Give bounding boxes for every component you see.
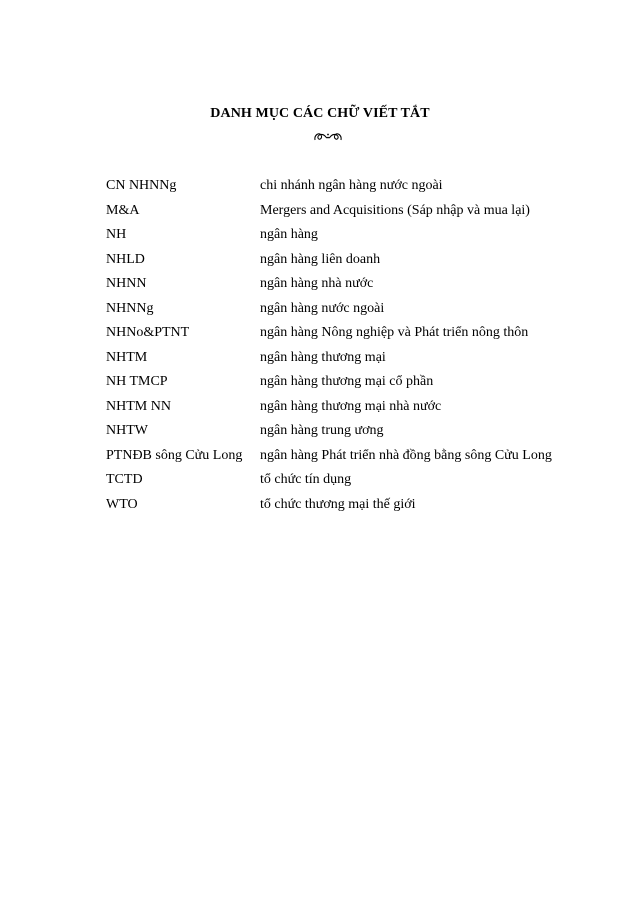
- abbreviation-definition: tổ chức thương mại thế giới: [260, 496, 416, 512]
- abbreviation-row: [106, 272, 606, 297]
- abbreviation-row: [106, 248, 606, 273]
- abbreviation-definition: ngân hàng nhà nước: [260, 276, 374, 291]
- abbreviation-definition: ngân hàng Nông nghiệp và Phát triển nông thôn: [260, 325, 529, 340]
- abbreviation-row: [106, 321, 606, 346]
- abbreviation-row: [106, 419, 606, 444]
- abbreviation-definition: tổ chức tín dụng: [260, 472, 352, 487]
- abbreviation-term: NHTW: [106, 423, 148, 438]
- abbreviation-row: [106, 493, 606, 518]
- abbreviation-definition: Mergers and Acquisitions (Sáp nhập và mua lại): [260, 202, 530, 218]
- abbreviation-row: [106, 199, 606, 224]
- page-title: DANH MỤC CÁC CHỮ VIẾT TẮT: [210, 106, 430, 121]
- abbreviation-definition: ngân hàng thương mại: [260, 349, 386, 365]
- abbreviation-definition: chi nhánh ngân hàng nước ngoài: [260, 178, 443, 193]
- ornament: [0, 129, 638, 145]
- abbreviation-row: [106, 223, 606, 248]
- abbreviation-term: CN NHNNg: [106, 178, 177, 193]
- abbreviation-definition: ngân hàng liên doanh: [260, 251, 381, 267]
- abbreviation-row: [106, 174, 606, 199]
- abbreviation-definition: ngân hàng thương mại cổ phần: [260, 374, 434, 389]
- abbreviation-term: NHNo&PTNT: [106, 325, 190, 340]
- abbreviation-list: [106, 174, 606, 517]
- abbreviation-term: NHNNg: [106, 300, 154, 316]
- abbreviation-term: TCTD: [106, 472, 143, 487]
- abbreviation-term: PTNĐB sông Cửu Long: [106, 447, 243, 463]
- abbreviation-row: [106, 370, 606, 395]
- abbreviation-term: NH: [106, 227, 127, 242]
- abbreviation-definition: ngân hàng Phát triển nhà đồng bằng sông Cửu Long: [260, 447, 552, 463]
- abbreviation-term: NHTM: [106, 349, 148, 365]
- abbreviation-definition: ngân hàng: [260, 227, 318, 242]
- abbreviation-row: [106, 297, 606, 322]
- abbreviation-row: [106, 444, 606, 469]
- abbreviation-definition: ngân hàng trung ương: [260, 423, 384, 438]
- abbreviation-row: [106, 468, 606, 493]
- abbreviation-row: [106, 346, 606, 371]
- abbreviation-term: M&A: [106, 202, 140, 218]
- abbreviation-term: NHNN: [106, 276, 147, 291]
- abbreviation-term: NHTM NN: [106, 398, 171, 414]
- abbreviation-term: NH TMCP: [106, 374, 168, 389]
- abbreviation-term: WTO: [106, 496, 138, 512]
- abbreviation-definition: ngân hàng nước ngoài: [260, 300, 385, 316]
- abbreviation-definition: ngân hàng thương mại nhà nước: [260, 398, 442, 414]
- decorative-flourish-icon: [313, 131, 343, 143]
- abbreviation-term: NHLD: [106, 251, 145, 267]
- abbreviation-row: [106, 395, 606, 420]
